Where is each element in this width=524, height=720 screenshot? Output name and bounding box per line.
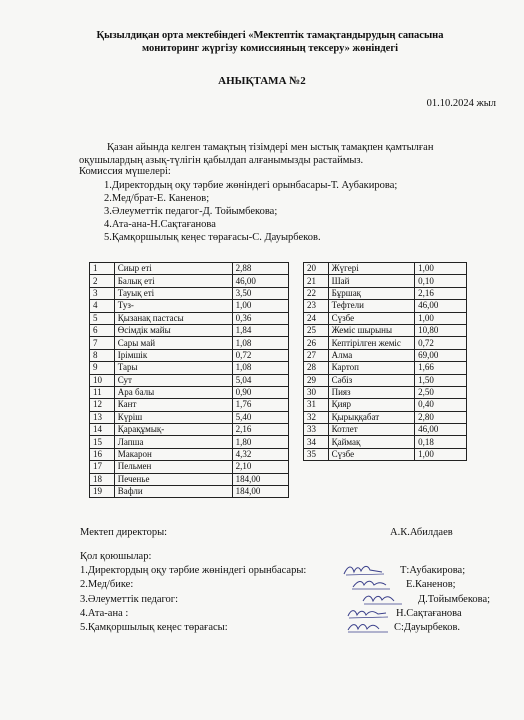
item-value: 0,18	[415, 436, 467, 448]
item-name: Лапша	[114, 436, 232, 448]
item-value: 0,72	[232, 349, 288, 361]
item-value: 2,16	[232, 424, 288, 436]
table-row	[304, 436, 467, 448]
table-row	[304, 275, 467, 287]
item-name: Печенье	[114, 473, 232, 485]
item-name: Қызанақ пастасы	[114, 312, 232, 324]
member-item: 1.Директордың оқу тәрбие жөніндегі орынбасары-Т. Аубакирова;	[104, 180, 398, 191]
item-number: 3	[90, 287, 115, 299]
signer-name: Е.Каненов;	[406, 579, 456, 590]
item-name: Сут	[114, 374, 232, 386]
members-label: Комиссия мүшелері:	[79, 166, 171, 177]
item-value: 0,10	[415, 275, 467, 287]
item-value: 10,80	[415, 324, 467, 336]
item-name: Қияр	[328, 399, 415, 411]
item-name: Сиыр еті	[114, 263, 232, 275]
signer-name: С:Дауырбеков.	[394, 622, 461, 633]
item-number: 21	[304, 275, 329, 287]
item-value: 1,00	[415, 448, 467, 460]
products-table-left	[89, 262, 289, 498]
item-name: Қаймақ	[328, 436, 415, 448]
item-number: 8	[90, 349, 115, 361]
signer-role: 5.Қамқоршылық кеңес төрағасы:	[80, 622, 228, 633]
item-value: 5,04	[232, 374, 288, 386]
table-row	[90, 275, 289, 287]
item-number: 4	[90, 300, 115, 312]
item-value: 1,50	[415, 374, 467, 386]
item-name: Ірімшік	[114, 349, 232, 361]
item-number: 17	[90, 461, 115, 473]
item-value: 184,00	[232, 473, 288, 485]
item-name: Тары	[114, 362, 232, 374]
signer-role: 2.Мед/бике:	[80, 579, 134, 590]
item-name: Картоп	[328, 362, 415, 374]
table-row	[304, 424, 467, 436]
item-value: 1,80	[232, 436, 288, 448]
signature-4	[346, 606, 390, 620]
item-number: 32	[304, 411, 329, 423]
item-name: Жеміс шырыны	[328, 324, 415, 336]
item-name: Тефтели	[328, 300, 415, 312]
table-row	[90, 374, 289, 386]
item-value: 0,72	[415, 337, 467, 349]
item-value: 2,88	[232, 263, 288, 275]
table-row	[90, 436, 289, 448]
member-item: 3.Әлеуметтік педагог-Д. Тойымбекова;	[104, 206, 278, 217]
item-number: 13	[90, 411, 115, 423]
item-value: 69,00	[415, 349, 467, 361]
table-row	[304, 448, 467, 460]
products-table-right	[303, 262, 467, 461]
item-name: Қарақұмық-	[114, 424, 232, 436]
item-value: 46,00	[415, 300, 467, 312]
item-value: 184,00	[232, 486, 288, 498]
item-name: Өсімдік майы	[114, 324, 232, 336]
signature-3	[360, 592, 404, 606]
document-title: АНЫҚТАМА №2	[218, 75, 306, 87]
item-number: 28	[304, 362, 329, 374]
table-row	[90, 486, 289, 498]
item-number: 26	[304, 337, 329, 349]
item-number: 31	[304, 399, 329, 411]
item-number: 20	[304, 263, 329, 275]
item-name: Алма	[328, 349, 415, 361]
item-value: 2,80	[415, 411, 467, 423]
item-number: 6	[90, 324, 115, 336]
item-value: 1,08	[232, 362, 288, 374]
item-number: 35	[304, 448, 329, 460]
signers-label: Қол қоюшылар:	[80, 551, 152, 562]
item-name: Қырыққабат	[328, 411, 415, 423]
item-number: 16	[90, 448, 115, 460]
director-name: А.К.Абилдаев	[390, 527, 453, 538]
signature-5	[346, 620, 390, 634]
header-line-1: Қызылдиқан орта мектебіндегі «Мектептік тамақтандырудың сапасына	[96, 30, 444, 41]
table-row	[90, 324, 289, 336]
item-number: 7	[90, 337, 115, 349]
item-number: 18	[90, 473, 115, 485]
table-row	[90, 411, 289, 423]
item-name: Бұршақ	[328, 287, 415, 299]
item-name: Кептірілген жеміс	[328, 337, 415, 349]
table-row	[304, 399, 467, 411]
signature-1	[342, 563, 386, 577]
item-value: 0,90	[232, 386, 288, 398]
item-number: 15	[90, 436, 115, 448]
item-name: Жүгері	[328, 263, 415, 275]
item-name: Балық еті	[114, 275, 232, 287]
table-row	[304, 374, 467, 386]
item-value: 5,40	[232, 411, 288, 423]
signer-name: Н.Сақтағанова	[396, 608, 462, 619]
item-name: Күріш	[114, 411, 232, 423]
item-name: Туз-	[114, 300, 232, 312]
item-number: 2	[90, 275, 115, 287]
item-value: 2,10	[232, 461, 288, 473]
table-row	[304, 337, 467, 349]
table-row	[90, 300, 289, 312]
item-value: 1,66	[415, 362, 467, 374]
table-row	[90, 263, 289, 275]
item-number: 10	[90, 374, 115, 386]
table-row	[304, 263, 467, 275]
signature-2	[350, 577, 394, 591]
item-name: Пельмен	[114, 461, 232, 473]
signer-role: 1.Директордың оқу тәрбие жөніндегі орынбасары:	[80, 565, 307, 576]
intro-paragraph	[79, 141, 499, 167]
item-name: Сәбіз	[328, 374, 415, 386]
item-name: Вафли	[114, 486, 232, 498]
table-row	[90, 473, 289, 485]
member-item: 5.Қамқоршылық кеңес төрағасы-С. Дауырбеков.	[104, 232, 321, 243]
item-name: Сары май	[114, 337, 232, 349]
table-row	[90, 287, 289, 299]
item-number: 14	[90, 424, 115, 436]
item-number: 24	[304, 312, 329, 324]
table-row	[90, 349, 289, 361]
document-date: 01.10.2024 жыл	[426, 98, 496, 109]
item-number: 12	[90, 399, 115, 411]
member-item: 2.Мед/брат-Е. Каненов;	[104, 193, 210, 204]
table-row	[90, 312, 289, 324]
item-number: 9	[90, 362, 115, 374]
item-number: 1	[90, 263, 115, 275]
item-number: 29	[304, 374, 329, 386]
item-value: 4,32	[232, 448, 288, 460]
members-list	[104, 179, 397, 244]
item-number: 33	[304, 424, 329, 436]
item-number: 25	[304, 324, 329, 336]
item-value: 1,76	[232, 399, 288, 411]
item-name: Пияз	[328, 386, 415, 398]
signer-name: Т:Аубакирова;	[400, 565, 466, 576]
item-number: 11	[90, 386, 115, 398]
item-number: 5	[90, 312, 115, 324]
item-name: Котлет	[328, 424, 415, 436]
table-row	[304, 362, 467, 374]
item-value: 1,08	[232, 337, 288, 349]
item-number: 22	[304, 287, 329, 299]
table-row	[304, 287, 467, 299]
table-row	[90, 386, 289, 398]
table-row	[304, 300, 467, 312]
table-row	[90, 424, 289, 436]
table-row	[90, 461, 289, 473]
item-value: 1,00	[232, 300, 288, 312]
item-name: Кант	[114, 399, 232, 411]
director-label: Мектеп директоры:	[80, 527, 168, 538]
table-row	[90, 399, 289, 411]
item-value: 0,40	[415, 399, 467, 411]
member-item: 4.Ата-ана-Н.Сақтағанова	[104, 219, 216, 230]
table-row	[90, 337, 289, 349]
item-number: 27	[304, 349, 329, 361]
item-number: 23	[304, 300, 329, 312]
signer-role: 4.Ата-ана :	[80, 608, 129, 619]
item-value: 46,00	[232, 275, 288, 287]
item-value: 1,00	[415, 263, 467, 275]
item-name: Тауық еті	[114, 287, 232, 299]
item-value: 46,00	[415, 424, 467, 436]
header-line-2: мониторинг жүргізу комиссияның тексеру» жөніндегі	[141, 43, 399, 54]
table-row	[304, 411, 467, 423]
table-row	[304, 312, 467, 324]
item-value: 3,50	[232, 287, 288, 299]
intro-line-1: Қазан айында келген тамақтың тізімдері мен ыстық тамақпен қамтылған	[107, 142, 434, 153]
item-value: 2,50	[415, 386, 467, 398]
signer-role: 3.Әлеуметтік педагог:	[80, 594, 178, 605]
item-name: Ара балы	[114, 386, 232, 398]
item-name: Сүзбе	[328, 448, 415, 460]
item-value: 2,16	[415, 287, 467, 299]
item-name: Макарон	[114, 448, 232, 460]
item-value: 0,36	[232, 312, 288, 324]
item-value: 1,00	[415, 312, 467, 324]
item-number: 19	[90, 486, 115, 498]
item-name: Шай	[328, 275, 415, 287]
item-value: 1,84	[232, 324, 288, 336]
table-row	[90, 448, 289, 460]
table-row	[304, 349, 467, 361]
document-header	[60, 29, 480, 55]
item-name: Сүзбе	[328, 312, 415, 324]
item-number: 34	[304, 436, 329, 448]
signer-name: Д.Тойымбекова;	[418, 594, 491, 605]
table-row	[90, 362, 289, 374]
item-number: 30	[304, 386, 329, 398]
intro-line-2: оқушылардың азық-түлігін қабылдап алғанымызды растаймыз.	[79, 155, 364, 166]
table-row	[304, 386, 467, 398]
table-row	[304, 324, 467, 336]
